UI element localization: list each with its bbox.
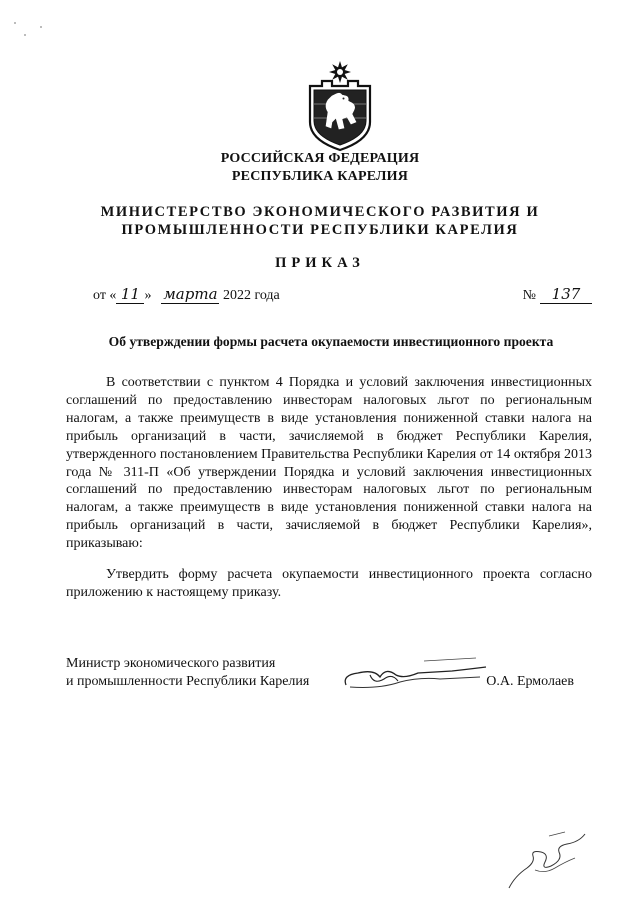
date-quote-close: » — [144, 288, 152, 303]
header-ministry-line2: ПРОМЫШЛЕННОСТИ РЕСПУБЛИКИ КАРЕЛИЯ — [121, 222, 519, 238]
approval-scribble-icon — [505, 828, 590, 893]
signature-block — [66, 655, 592, 695]
date-prefix: от « — [93, 288, 117, 303]
body-paragraph-2: Утвердить форму расчета окупаемости инвестиционного проекта согласно приложению к настоящему приказу. — [66, 567, 592, 600]
header-ministry-line1: МИНИСТЕРСТВО ЭКОНОМИЧЕСКОГО РАЗВИТИЯ И — [100, 204, 540, 220]
signatory-position — [66, 655, 309, 691]
signatory-position-line2: и промышленности Республики Карелия — [66, 674, 310, 689]
scan-speck — [14, 22, 16, 24]
number-prefix: № — [522, 288, 536, 303]
signatory-position-line1: Министр экономического развития — [66, 656, 276, 671]
header-ministry-block — [0, 203, 640, 239]
date-month-handwritten: марта — [163, 285, 218, 303]
date-number-row — [93, 285, 592, 309]
date-day-handwritten: 11 — [116, 285, 144, 304]
doc-type-heading: ПРИКАЗ — [275, 255, 365, 271]
body-paragraph-1: В соответствии с пунктом 4 Порядка и условий заключения инвестиционных соглашений по предоставлению инвесторам налоговых льгот по региональным налогам, а также преимуществ в виде установления пониженной ставки налога на прибыль организаций в части, зачисляемой в бюджет Республики Карелия, утвержденного постановлением Правительства Республики Карелия от 14 октября 2013 года № 311-П «Об утверждении Порядка и условий заключения инвестиционных соглашений по предоставлению инвесторам налоговых льгот по региональным налогам, а также преимуществ в виде установления пониженной ставки налога на прибыль организаций в части, зачисляемой в бюджет Республики Карелия», приказываю: — [66, 375, 592, 552]
scan-speck — [40, 26, 42, 28]
header-country: РОССИЙСКАЯ ФЕДЕРАЦИЯ — [220, 151, 420, 166]
order-number — [523, 285, 592, 304]
signatory-name: О.А. Ермолаев — [486, 674, 574, 689]
scan-speck — [24, 34, 26, 36]
date-year: 2022 года — [222, 288, 280, 303]
order-date — [93, 285, 280, 304]
handwritten-signature-icon — [340, 655, 490, 693]
karelia-coat-of-arms-icon — [302, 60, 378, 152]
order-number-handwritten: 137 — [540, 285, 592, 304]
document-title: Об утверждении формы расчета окупаемости инвестиционного проекта — [108, 334, 554, 349]
header-country-block — [0, 150, 640, 186]
header-republic: РЕСПУБЛИКА КАРЕЛИЯ — [231, 169, 409, 184]
